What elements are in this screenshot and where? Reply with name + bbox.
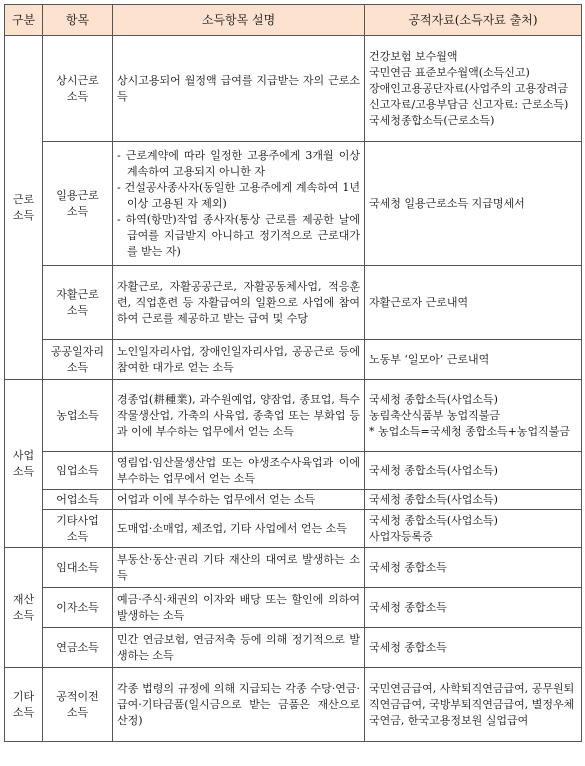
item-cell: 일용근로 소득	[43, 142, 113, 266]
table-row	[5, 36, 582, 142]
table-row	[5, 510, 582, 548]
header-row	[5, 5, 582, 36]
item-cell: 기타사업 소득	[43, 510, 113, 548]
item-cell: 농업소득	[43, 380, 113, 452]
item-cell: 공공일자리 소득	[43, 340, 113, 380]
header-item: 항목	[43, 5, 113, 36]
header-category: 구분	[5, 5, 43, 36]
table-row	[5, 490, 582, 510]
category-property: 재산 소득	[5, 548, 43, 668]
income-sources-table	[4, 4, 582, 742]
description-cell: 자활근로, 자활공공근로, 자활공동체사업, 적응훈련, 직업훈련 등 자활급여의 일환으로 사업에 참여하여 근로를 제공하고 받는 급여 및 수당	[113, 266, 365, 340]
table-row	[5, 340, 582, 380]
source-cell: 건강보험 보수월액 국민연금 표준보수월액(소득신고) 장애인고용공단자료(사업주의 고용장려금 신고자료/고용부담금 신고자료: 근로소득) 국세청종합소득(근로소득)	[365, 36, 582, 142]
source-cell: 국민연금급여, 사학퇴직연금급여, 공무원퇴직연금급여, 국방부퇴직연금급여, 별정우체국연금, 한국고용정보원 실업급여	[365, 668, 582, 742]
table-row	[5, 142, 582, 266]
table-row	[5, 548, 582, 588]
description-cell: 도매업·소매업, 제조업, 기타 사업에서 얻는 소득	[113, 510, 365, 548]
table-row	[5, 266, 582, 340]
category-business: 사업 소득	[5, 380, 43, 548]
item-cell: 연금소득	[43, 628, 113, 668]
table-row	[5, 380, 582, 452]
item-cell: 이자소득	[43, 588, 113, 628]
category-other: 기타 소득	[5, 668, 43, 742]
header-description: 소득항목 설명	[113, 5, 365, 36]
item-cell: 어업소득	[43, 490, 113, 510]
category-labor: 근로 소득	[5, 36, 43, 380]
item-cell: 임대소득	[43, 548, 113, 588]
source-cell: 국세청 종합소득(사업소득) 사업자등록증	[365, 510, 582, 548]
item-cell: 자활근로 소득	[43, 266, 113, 340]
item-cell: 임업소득	[43, 452, 113, 490]
description-cell: 부동산·동산·권리 기타 재산의 대여로 발생하는 소득	[113, 548, 365, 588]
source-cell: 노동부 ‘일모아’ 근로내역	[365, 340, 582, 380]
description-cell: 각종 법령의 규정에 의해 지급되는 각종 수당·연금·급여·기타금품(일시금으로 받는 금품은 재산으로 산정)	[113, 668, 365, 742]
source-cell: 국세청 일용근로소득 지급명세서	[365, 142, 582, 266]
description-cell: 경종업(耕種業), 과수원예업, 양잠업, 종묘업, 특수작물생산업, 가축의 사육업, 종축업 또는 부화업 등과 이에 부수하는 업무에서 얻는 소득	[113, 380, 365, 452]
source-cell: 국세청 종합소득	[365, 548, 582, 588]
header-source: 공적자료(소득자료 출처)	[365, 5, 582, 36]
source-cell: 국세청 종합소득	[365, 588, 582, 628]
source-cell: 자활근로자 근로내역	[365, 266, 582, 340]
table-row	[5, 452, 582, 490]
description-cell: 상시고용되어 월정액 급여를 지급받는 자의 근로소득	[113, 36, 365, 142]
description-cell: 영림업·임산물생산업 또는 야생조수사육업과 이에 부수하는 업무에서 얻는 소득	[113, 452, 365, 490]
source-cell: 국세청 종합소득(사업소득) 농림축산식품부 농업직불금 * 농업소득=국세청 종합소득+농업직불금	[365, 380, 582, 452]
source-cell: 국세청 종합소득(사업소득)	[365, 452, 582, 490]
description-cell: 민간 연금보험, 연금저축 등에 의해 정기적으로 발생하는 소득	[113, 628, 365, 668]
description-cell: - 근로계약에 따라 일정한 고용주에게 3개월 이상 계속하여 고용되지 아니한 자 - 건설공사종사자(동일한 고용주에게 계속하여 1년 이상 고용된 자 제외) - 하역(항만)작업 종사자(통상 근로를 제공한 날에 급여를 지급받지 아니하고 정기적으로 근로대가를 받는 자)	[113, 142, 365, 266]
source-cell: 국세청 종합소득	[365, 628, 582, 668]
table-row	[5, 668, 582, 742]
description-cell: 예금·주식·채권의 이자와 배당 또는 할인에 의하여 발생하는 소득	[113, 588, 365, 628]
description-cell: 노인일자리사업, 장애인일자리사업, 공공근로 등에 참여한 대가로 얻는 소득	[113, 340, 365, 380]
description-cell: 어업과 이에 부수하는 업무에서 얻는 소득	[113, 490, 365, 510]
item-cell: 상시근로 소득	[43, 36, 113, 142]
table-row	[5, 588, 582, 628]
item-cell: 공적이전 소득	[43, 668, 113, 742]
table-row	[5, 628, 582, 668]
source-cell: 국세청 종합소득(사업소득)	[365, 490, 582, 510]
